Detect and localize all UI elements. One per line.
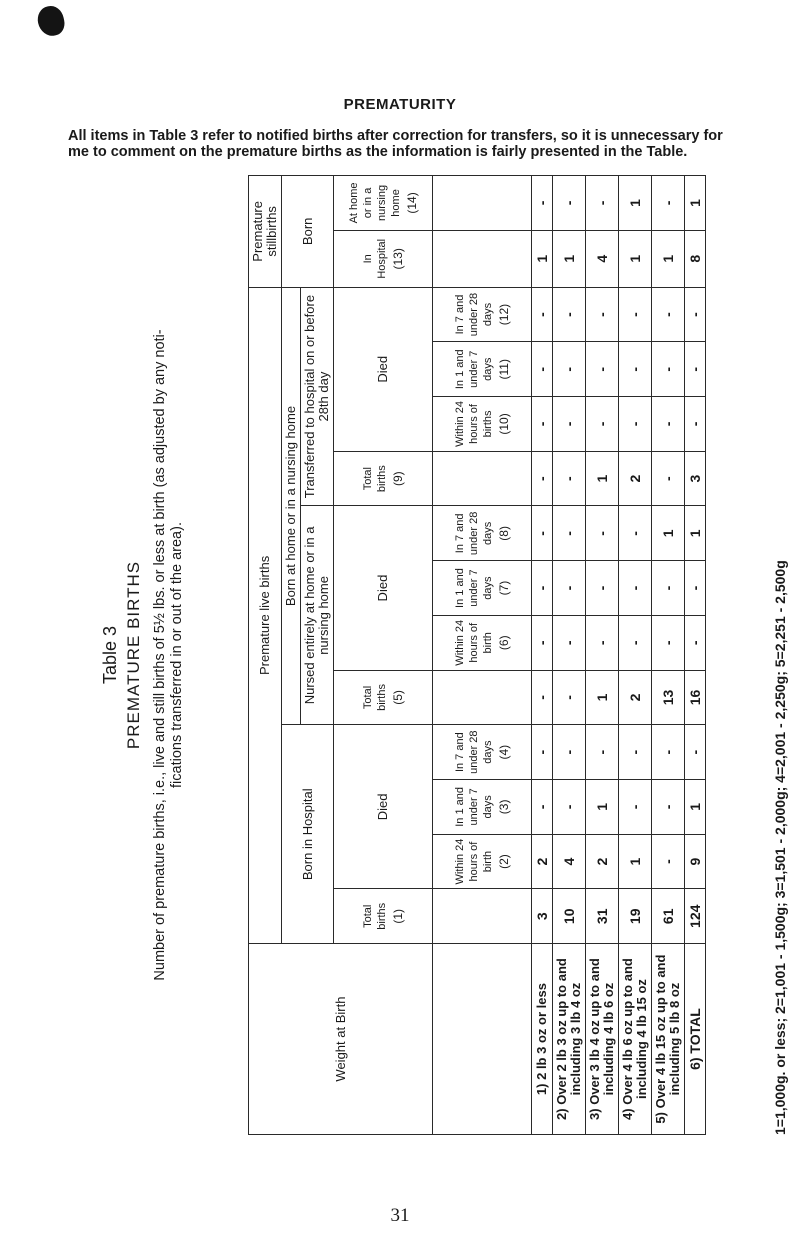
blank-header [433,451,532,506]
cell: - [652,287,685,342]
page-heading: PREMATURITY [343,96,457,113]
died-header-transferred: Died [334,287,433,451]
cell: - [652,615,685,670]
page-number: 31 [390,1205,410,1226]
col-header: At home or in a nursing home (14) [334,176,433,231]
blank-header [433,176,532,231]
cell: 3 [685,451,706,506]
table-row [652,176,685,1135]
cell: 1 [619,176,652,231]
cell: - [619,615,652,670]
col-header: In 1 and under 7 days (7) [433,561,532,616]
table-row [586,176,619,1135]
cell: - [652,451,685,506]
cell: - [619,725,652,780]
cell: - [586,342,619,397]
weight-label: 4) Over 4 lb 6 oz up to and including 4 lb 15 oz [619,944,652,1135]
premature-still-header: Premature stillbirths [249,176,282,288]
table-row-total [685,176,706,1135]
cell: - [586,725,619,780]
cell: 1 [652,506,685,561]
cell: 1 [685,176,706,231]
born-home-header: Born at home or in a nursing home [282,287,301,725]
col-header: Total births (1) [334,889,433,944]
cell: 1 [619,834,652,889]
col-header: Within 24 hours of birth (2) [433,834,532,889]
col-header: In 1 and under 7 days (3) [433,780,532,835]
cell: 4 [553,834,586,889]
col-header: In 1 and under 7 days (11) [433,342,532,397]
cell: - [652,561,685,616]
cell: - [532,506,553,561]
cell: 13 [652,670,685,725]
blank-header [433,230,532,287]
table-caption-line-2: fications transferred in or out of the area). [169,522,185,788]
blank-header [433,670,532,725]
table-row [553,176,586,1135]
col-header: Total births (9) [334,451,433,506]
col-header: In 7 and under 28 days (12) [433,287,532,342]
table-title: Table 3 [100,625,120,685]
cell: - [619,506,652,561]
cell: - [619,780,652,835]
died-header-home: Died [334,506,433,670]
cell: - [532,342,553,397]
weight-label: 6) TOTAL [685,944,706,1135]
cell: - [532,176,553,231]
nursed-home-header: Nursed entirely at home or in a nursing home [301,506,334,725]
col-header: Total births (5) [334,670,433,725]
cell: 8 [685,230,706,287]
cell: 1 [619,230,652,287]
cell: 1 [586,670,619,725]
col-header: Within 24 hours of births (10) [433,397,532,452]
cell: - [586,397,619,452]
table-footnote: 1=1,000g. or less; 2=1,001 - 1,500g; 3=1,501 - 2,000g; 4=2,001 - 2,250g; 5=2,251 - 2,500g [772,560,788,1135]
cell: - [652,725,685,780]
col-header: Within 24 hours of birth (6) [433,615,532,670]
cell: - [553,615,586,670]
table-subtitle: PREMATURE BIRTHS [124,560,143,750]
premature-live-header: Premature live births [249,287,282,943]
cell: 2 [619,670,652,725]
born-header: Born [282,176,334,288]
cell: 10 [553,889,586,944]
table-row [619,176,652,1135]
cell: - [685,342,706,397]
cell: - [532,561,553,616]
cell: - [532,397,553,452]
cell: - [532,780,553,835]
cell: - [532,451,553,506]
cell: - [553,780,586,835]
cell: - [652,176,685,231]
cell: - [532,725,553,780]
cell: 4 [586,230,619,287]
cell: 1 [553,230,586,287]
premature-births-table [248,175,706,1135]
cell: - [619,561,652,616]
col-header: In Hospital (13) [334,230,433,287]
cell: 1 [586,780,619,835]
cell: - [685,615,706,670]
cell: - [586,176,619,231]
table-row [532,176,553,1135]
cell: 9 [685,834,706,889]
cell: 124 [685,889,706,944]
cell: - [619,342,652,397]
cell: - [685,725,706,780]
cell: - [652,834,685,889]
cell: - [652,780,685,835]
cell: - [619,397,652,452]
weight-header: Weight at Birth [249,944,433,1135]
cell: 1 [586,451,619,506]
transferred-header: Transferred to hospital on or before 28th day [301,287,334,506]
cell: - [553,397,586,452]
weight-label: 5) Over 4 lb 15 oz up to and including 5 lb 8 oz [652,944,685,1135]
blank-header [433,889,532,944]
table-caption-line-1: Number of premature births, i.e., live and still births of 5½ lbs. or less at birth (as adjusted by any noti- [152,329,168,981]
cell: 31 [586,889,619,944]
cell: - [553,670,586,725]
cell: - [553,506,586,561]
cell: 1 [532,230,553,287]
weight-label: 3) Over 3 lb 4 oz up to and including 4 lb 6 oz [586,944,619,1135]
cell: 2 [532,834,553,889]
cell: - [685,561,706,616]
cell: 2 [586,834,619,889]
cell: - [685,397,706,452]
blank-header [433,944,532,1135]
cell: 2 [619,451,652,506]
cell: 16 [685,670,706,725]
cell: 61 [652,889,685,944]
cell: - [652,397,685,452]
intro-paragraph: All items in Table 3 refer to notified births after correction for transfers, so it is unnecessary for me to comment on the premature births as the information is fairly presented in the Table. [68,128,723,160]
cell: - [553,342,586,397]
table-caption [152,175,186,1135]
cell: - [553,287,586,342]
cell: - [685,287,706,342]
col-header: In 7 and under 28 days (8) [433,506,532,561]
cell: 3 [532,889,553,944]
cell: - [553,561,586,616]
cell: - [586,615,619,670]
born-hospital-header: Born in Hospital [282,725,334,944]
cell: 1 [685,506,706,561]
weight-label: 2) Over 2 lb 3 oz up to and including 3 lb 4 oz [553,944,586,1135]
cell: - [553,725,586,780]
cell: - [652,342,685,397]
cell: - [586,506,619,561]
cell: - [619,287,652,342]
cell: - [553,451,586,506]
cell: 19 [619,889,652,944]
table-body [532,176,706,1135]
cell: - [553,176,586,231]
cell: - [532,670,553,725]
cell: - [586,287,619,342]
rotated-table-block [100,175,800,1135]
col-header: In 7 and under 28 days (4) [433,725,532,780]
cell: 1 [685,780,706,835]
cell: - [532,287,553,342]
weight-label: 1) 2 lb 3 oz or less [532,944,553,1135]
cell: - [586,561,619,616]
cell: 1 [652,230,685,287]
cell: - [532,615,553,670]
punch-hole [35,4,67,39]
died-header-hospital: Died [334,725,433,889]
